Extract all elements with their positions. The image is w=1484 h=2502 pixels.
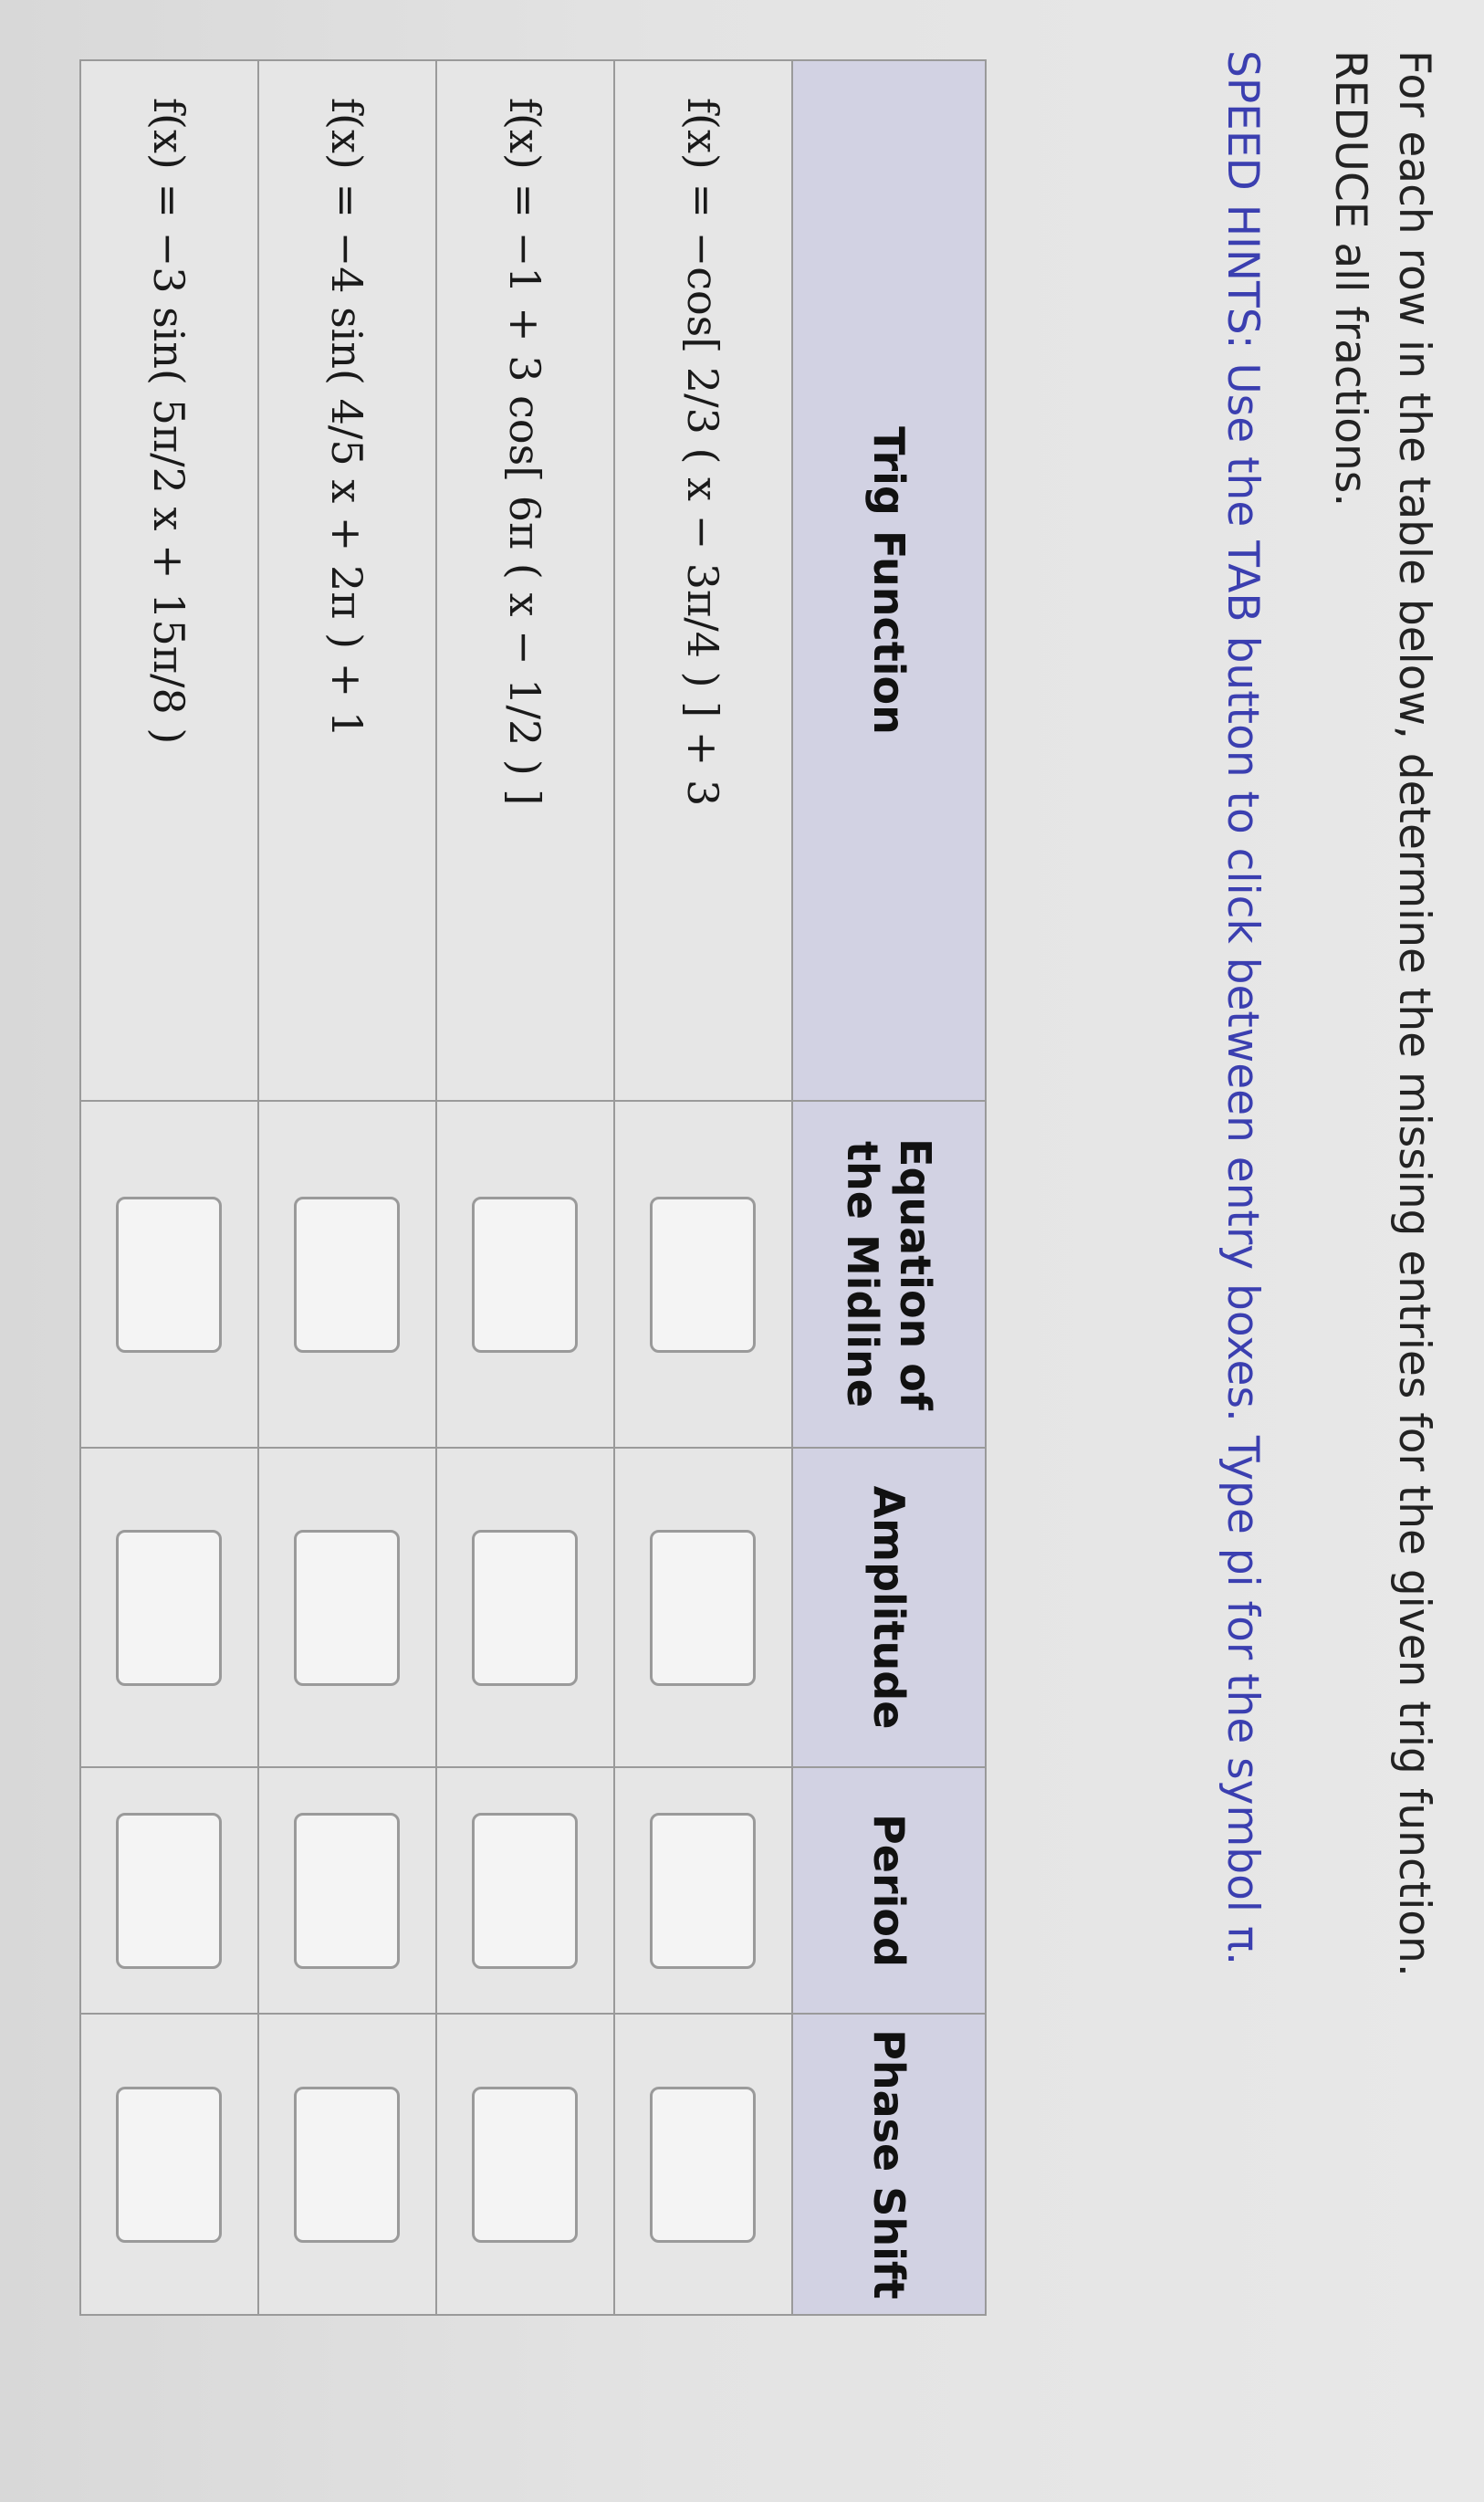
amplitude-input[interactable] [117, 1530, 223, 1686]
phase-shift-cell [80, 2014, 258, 2315]
period-cell [80, 1767, 258, 2014]
header-amplitude: Amplitude [792, 1448, 986, 1767]
header-phase-shift: Phase Shift [792, 2014, 986, 2315]
header-midline: Equation of the Midline [792, 1101, 986, 1448]
table-row [436, 60, 614, 2315]
midline-input[interactable] [295, 1197, 401, 1353]
instructions-line-2: REDUCE all fractions. [1325, 50, 1375, 508]
trig-function: f(x) = −4 sin( 4/5 x + 2π ) + 1 [258, 60, 436, 1101]
period-input[interactable] [651, 1813, 757, 1969]
period-input[interactable] [295, 1813, 401, 1969]
amplitude-input[interactable] [295, 1530, 401, 1686]
period-input[interactable] [473, 1813, 579, 1969]
amplitude-input[interactable] [651, 1530, 757, 1686]
phase-shift-input[interactable] [295, 2087, 401, 2243]
midline-cell [80, 1101, 258, 1448]
header-period: Period [792, 1767, 986, 2014]
header-trig-function: Trig Function [792, 60, 986, 1101]
midline-input[interactable] [117, 1197, 223, 1353]
midline-input[interactable] [473, 1197, 579, 1353]
trig-function: f(x) = −1 + 3 cos[ 6π ( x − 1/2 ) ] [436, 60, 614, 1101]
midline-input[interactable] [651, 1197, 757, 1353]
table-header-row [792, 60, 986, 2315]
period-cell [614, 1767, 792, 2014]
midline-cell [258, 1101, 436, 1448]
instructions-line-1: For each row in the table below, determine the missing entries for the given trig function. [1389, 50, 1439, 1977]
period-input[interactable] [117, 1813, 223, 1969]
amplitude-cell [436, 1448, 614, 1767]
phase-shift-input[interactable] [473, 2087, 579, 2243]
phase-shift-input[interactable] [117, 2087, 223, 2243]
table-row [258, 60, 436, 2315]
phase-shift-cell [258, 2014, 436, 2315]
period-cell [258, 1767, 436, 2014]
midline-cell [614, 1101, 792, 1448]
period-cell [436, 1767, 614, 2014]
phase-shift-input[interactable] [651, 2087, 757, 2243]
table-row [614, 60, 792, 2315]
amplitude-input[interactable] [473, 1530, 579, 1686]
instructions [1318, 50, 1446, 2423]
phase-shift-cell [614, 2014, 792, 2315]
amplitude-cell [80, 1448, 258, 1767]
table-row [80, 60, 258, 2315]
phase-shift-cell [436, 2014, 614, 2315]
amplitude-cell [614, 1448, 792, 1767]
trig-entry-table [79, 59, 987, 2316]
trig-function: f(x) = −3 sin( 5π/2 x + 15π/8 ) [80, 60, 258, 1101]
trig-function: f(x) = −cos[ 2/3 ( x − 3π/4 ) ] + 3 [614, 60, 792, 1101]
speed-hint: SPEED HINTS: Use the TAB button to click between entry boxes. Type pi for the symbol π. [1218, 50, 1268, 1966]
amplitude-cell [258, 1448, 436, 1767]
midline-cell [436, 1101, 614, 1448]
